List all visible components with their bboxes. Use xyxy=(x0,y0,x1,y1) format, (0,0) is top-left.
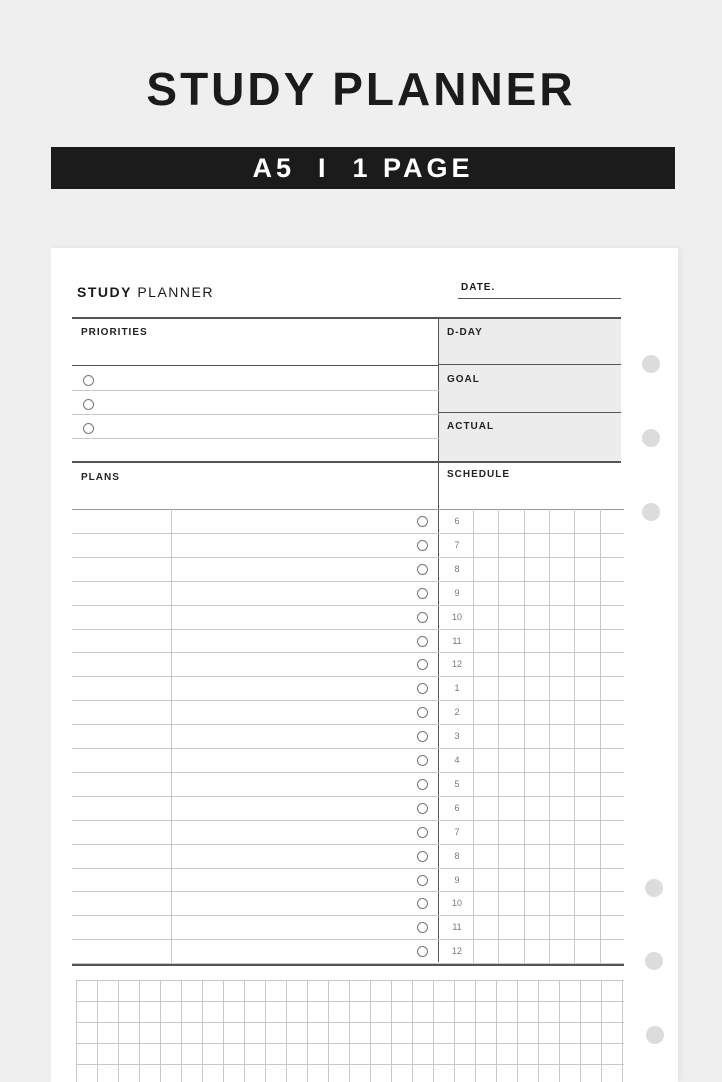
plans-top-rule xyxy=(72,461,621,463)
grid-row-line xyxy=(72,939,624,940)
notes-grid-col xyxy=(202,980,203,1082)
schedule-hour: 7 xyxy=(454,539,460,550)
notes-grid-col xyxy=(139,980,140,1082)
priorities-rule xyxy=(72,365,439,366)
grid-row-line xyxy=(72,915,624,916)
binder-hole xyxy=(642,503,660,521)
schedule-hour: 6 xyxy=(454,802,460,813)
schedule-hour: 8 xyxy=(454,850,460,861)
date-label: DATE. xyxy=(461,282,496,293)
dday-label: D-DAY xyxy=(447,327,483,338)
plan-checkbox[interactable] xyxy=(417,827,428,838)
planner-sheet xyxy=(51,248,678,1082)
grid-row-line xyxy=(72,891,624,892)
schedule-hour: 9 xyxy=(454,587,460,598)
priorities-label: PRIORITIES xyxy=(81,327,148,338)
schedule-column-line xyxy=(549,509,550,963)
schedule-hour: 7 xyxy=(454,826,460,837)
schedule-hour: 1 xyxy=(454,683,460,694)
grid-row-line xyxy=(72,557,624,558)
schedule-hour: 12 xyxy=(451,946,462,957)
plan-checkbox[interactable] xyxy=(417,779,428,790)
notes-grid-col xyxy=(328,980,329,1082)
notes-grid-col xyxy=(307,980,308,1082)
grid-row-line xyxy=(72,629,624,630)
date-line[interactable] xyxy=(458,298,621,299)
notes-grid-col xyxy=(265,980,266,1082)
schedule-hour: 2 xyxy=(454,707,460,718)
notes-grid-col xyxy=(97,980,98,1082)
plan-checkbox[interactable] xyxy=(417,516,428,527)
priority-line xyxy=(72,438,439,439)
grid-row-line xyxy=(72,844,624,845)
page-title: STUDY PLANNER xyxy=(146,63,576,115)
plan-checkbox[interactable] xyxy=(417,636,428,647)
notes-grid-col xyxy=(538,980,539,1082)
grid-row-line xyxy=(72,772,624,773)
priority-line xyxy=(72,414,439,415)
grid-row-line xyxy=(72,868,624,869)
grid-row-line xyxy=(72,533,624,534)
grid-row-line xyxy=(72,748,624,749)
actual-label: ACTUAL xyxy=(447,421,495,432)
plan-checkbox[interactable] xyxy=(417,946,428,957)
binder-hole xyxy=(645,952,663,970)
schedule-column-line xyxy=(498,509,499,963)
plan-checkbox[interactable] xyxy=(417,540,428,551)
goal-rule xyxy=(439,412,621,413)
notes-grid-col xyxy=(559,980,560,1082)
grid-row-line xyxy=(72,581,624,582)
grid-header-rule xyxy=(72,509,624,510)
schedule-column-line xyxy=(473,509,474,963)
plan-checkbox[interactable] xyxy=(417,564,428,575)
schedule-hour: 10 xyxy=(451,898,462,909)
top-rule xyxy=(72,317,621,319)
sheet-title-rest: PLANNER xyxy=(137,284,214,300)
priority-checkbox[interactable] xyxy=(83,399,94,410)
plan-checkbox[interactable] xyxy=(417,922,428,933)
binder-hole xyxy=(642,355,660,373)
plan-checkbox[interactable] xyxy=(417,707,428,718)
format-banner: A5 I 1 PAGE xyxy=(51,147,675,189)
sheet-title xyxy=(77,284,214,300)
priority-checkbox[interactable] xyxy=(83,375,94,386)
notes-grid-col xyxy=(370,980,371,1082)
notes-grid-col xyxy=(601,980,602,1082)
plan-checkbox[interactable] xyxy=(417,612,428,623)
goal-panel xyxy=(439,318,621,461)
plan-checkbox[interactable] xyxy=(417,898,428,909)
priority-line xyxy=(72,390,439,391)
notes-grid-row xyxy=(76,1064,624,1065)
notes-grid-row xyxy=(76,980,624,981)
notes-grid-col xyxy=(454,980,455,1082)
schedule-hour: 11 xyxy=(452,635,462,646)
schedule-label: SCHEDULE xyxy=(447,469,511,480)
grid-row-line xyxy=(72,676,624,677)
plan-checkbox[interactable] xyxy=(417,875,428,886)
plans-label: PLANS xyxy=(81,472,120,483)
notes-grid-col xyxy=(517,980,518,1082)
notes-grid-col xyxy=(223,980,224,1082)
schedule-hour: 9 xyxy=(454,874,460,885)
schedule-hour: 11 xyxy=(452,922,462,933)
schedule-column-line xyxy=(600,509,601,963)
binder-hole xyxy=(645,879,663,897)
schedule-hour: 12 xyxy=(451,659,462,670)
schedule-hour: 6 xyxy=(454,516,460,526)
grid-row-line xyxy=(72,820,624,821)
plan-checkbox[interactable] xyxy=(417,588,428,599)
grid-bottom-rule xyxy=(72,964,624,966)
plan-checkbox[interactable] xyxy=(417,803,428,814)
notes-grid-col xyxy=(622,980,623,1082)
grid-row-line xyxy=(72,605,624,606)
binder-hole xyxy=(646,1026,664,1044)
notes-grid-row xyxy=(76,1001,624,1002)
notes-grid-row xyxy=(76,1043,624,1044)
sheet-title-bold: STUDY xyxy=(77,284,132,300)
plan-checkbox[interactable] xyxy=(417,731,428,742)
notes-grid-col xyxy=(433,980,434,1082)
notes-grid-row xyxy=(76,1022,624,1023)
notes-grid-col xyxy=(244,980,245,1082)
schedule-hour: 8 xyxy=(454,563,460,574)
plan-checkbox[interactable] xyxy=(417,851,428,862)
notes-grid-col xyxy=(118,980,119,1082)
notes-grid-col xyxy=(349,980,350,1082)
schedule-hour: 3 xyxy=(454,731,460,742)
notes-grid-col xyxy=(391,980,392,1082)
plan-checkbox[interactable] xyxy=(417,755,428,766)
schedule-column-line xyxy=(524,509,525,963)
schedule-hour: 5 xyxy=(454,778,460,789)
schedule-hour: 10 xyxy=(451,611,462,622)
plan-checkbox[interactable] xyxy=(417,659,428,670)
schedule-hour: 4 xyxy=(454,755,460,765)
grid-row-line xyxy=(72,652,624,653)
schedule-column-line xyxy=(574,509,575,963)
notes-grid-col xyxy=(412,980,413,1082)
notes-grid-col xyxy=(475,980,476,1082)
binder-hole xyxy=(642,429,660,447)
dday-rule xyxy=(439,364,621,365)
notes-grid-col xyxy=(76,980,77,1082)
goal-label: GOAL xyxy=(447,374,480,385)
plans-column-divider xyxy=(171,509,172,963)
notes-grid-col xyxy=(160,980,161,1082)
notes-grid-col xyxy=(181,980,182,1082)
notes-grid-col xyxy=(286,980,287,1082)
notes-grid-col xyxy=(496,980,497,1082)
grid-row-line xyxy=(72,796,624,797)
plan-checkbox[interactable] xyxy=(417,683,428,694)
notes-grid-col xyxy=(580,980,581,1082)
grid-row-line xyxy=(72,724,624,725)
grid-row-line xyxy=(72,700,624,701)
priority-checkbox[interactable] xyxy=(83,423,94,434)
